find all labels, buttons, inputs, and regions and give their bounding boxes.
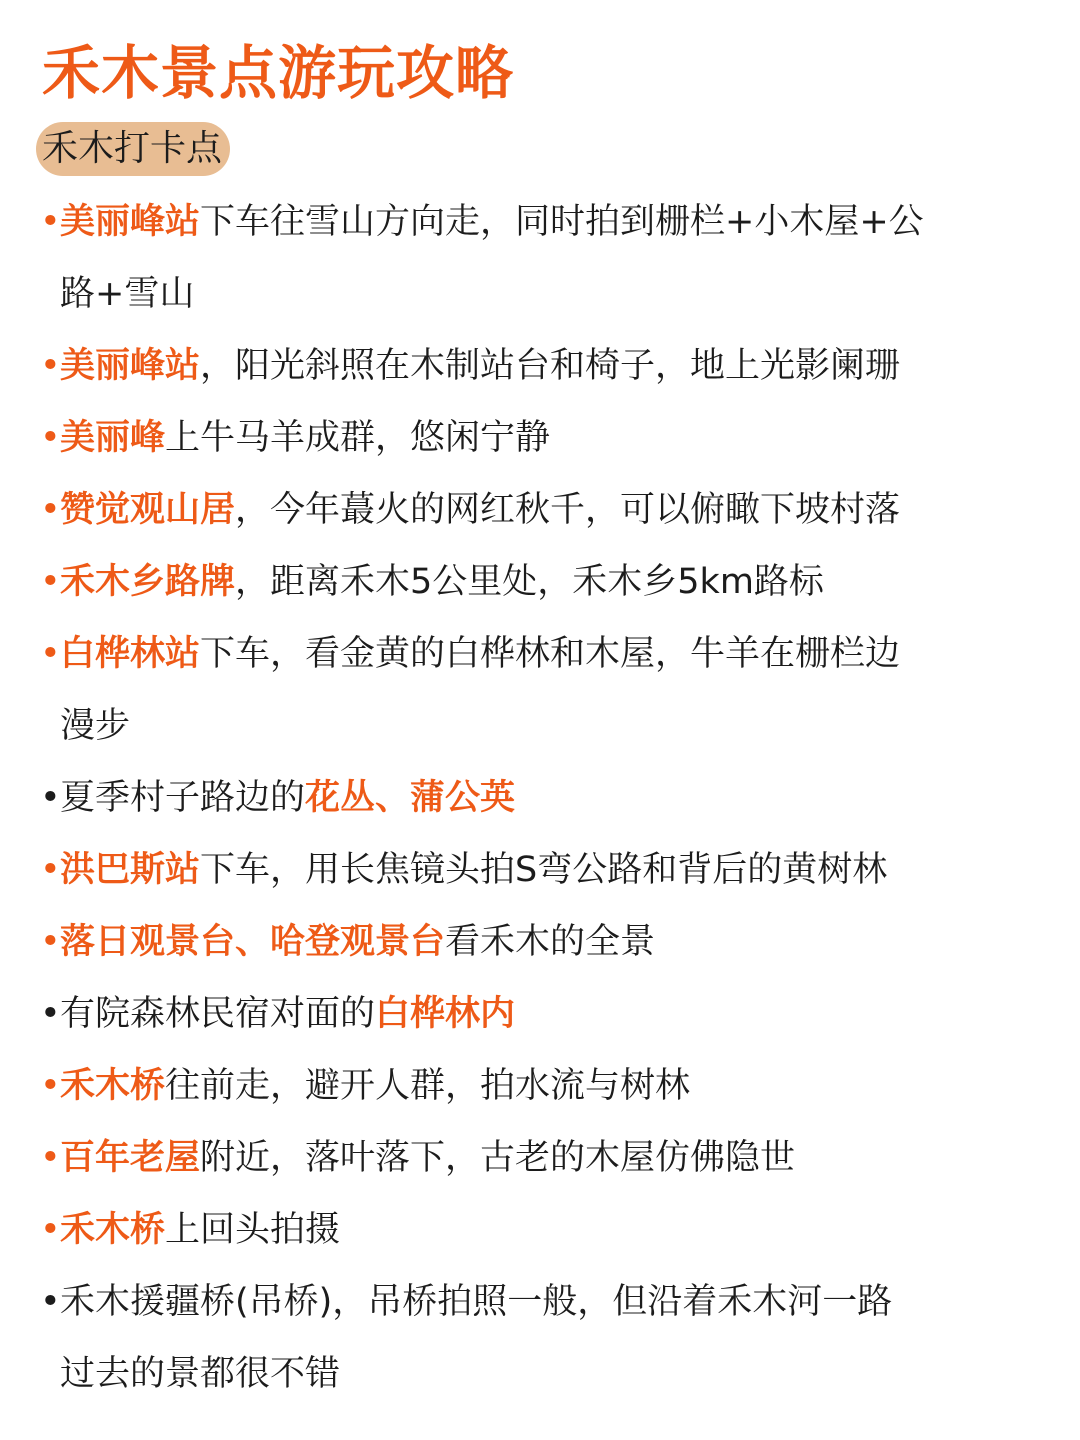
bullet-dot: •	[40, 418, 61, 458]
list-item	[40, 834, 1050, 906]
item-line	[60, 690, 1050, 762]
list-item	[40, 762, 1050, 834]
item-line	[60, 402, 1050, 474]
list-item	[40, 402, 1050, 474]
item-text: 下车，看金黄的白桦林和木屋，牛羊在栅栏边	[200, 634, 901, 674]
highlighted-spot-name: 禾木乡路牌	[60, 562, 236, 602]
list-item	[40, 546, 1050, 618]
bullet-dot: •	[40, 490, 61, 530]
item-line	[60, 258, 1050, 330]
bullet-dot: •	[40, 778, 61, 818]
bullet-dot: •	[40, 1138, 61, 1178]
item-line	[60, 1266, 1050, 1338]
list-item	[40, 186, 1050, 330]
list-item	[40, 906, 1050, 978]
highlighted-spot-name: 美丽峰	[60, 418, 166, 458]
item-text: 下车，用长焦镜头拍S弯公路和背后的黄树林	[200, 850, 888, 890]
list-item	[40, 978, 1050, 1050]
list-item	[40, 1194, 1050, 1266]
item-line	[60, 186, 1050, 258]
list-item	[40, 330, 1050, 402]
item-line	[60, 978, 1050, 1050]
item-text: 往前走，避开人群，拍水流与树林	[165, 1066, 691, 1106]
bullet-dot: •	[40, 202, 61, 242]
list-item	[40, 618, 1050, 762]
highlighted-spot-name: 禾木桥	[60, 1066, 166, 1106]
highlighted-spot-name: 白桦林站	[60, 634, 201, 674]
item-text: ，距离禾木5公里处，禾木乡5km路标	[235, 562, 824, 602]
item-text: 漫步	[60, 706, 131, 746]
item-text: 禾木援疆桥(吊桥)，吊桥拍照一般，但沿着禾木河一路	[60, 1282, 893, 1322]
item-line	[60, 618, 1050, 690]
bullet-dot: •	[40, 850, 61, 890]
spot-list	[40, 186, 1050, 1410]
highlighted-spot-name: 美丽峰站	[60, 346, 201, 386]
item-line	[60, 1194, 1050, 1266]
bullet-dot: •	[40, 922, 61, 962]
item-line	[60, 1122, 1050, 1194]
item-text: 附近，落叶落下，古老的木屋仿佛隐世	[200, 1138, 796, 1178]
item-text: 上回头拍摄	[165, 1210, 341, 1250]
highlighted-spot-name: 百年老屋	[60, 1138, 201, 1178]
bullet-dot: •	[40, 346, 61, 386]
item-text: 过去的景都很不错	[60, 1354, 341, 1394]
item-line	[60, 546, 1050, 618]
item-text: 路+雪山	[60, 274, 195, 314]
item-text: ，今年蕞火的网红秋千，可以俯瞰下坡村落	[235, 490, 901, 530]
bullet-dot: •	[40, 1282, 61, 1322]
page-title: 禾木景点游玩攻略	[42, 39, 515, 107]
bullet-dot: •	[40, 994, 61, 1034]
list-item	[40, 1122, 1050, 1194]
highlighted-spot-name: 禾木桥	[60, 1210, 166, 1250]
section-tag: 禾木打卡点	[36, 122, 230, 176]
item-text: 有院森林民宿对面的	[60, 994, 376, 1034]
bullet-dot: •	[40, 1210, 61, 1250]
item-line	[60, 1050, 1050, 1122]
item-line	[60, 330, 1050, 402]
highlighted-spot-name: 洪巴斯站	[60, 850, 201, 890]
highlighted-spot-name: 落日观景台、哈登观景台	[60, 922, 446, 962]
highlighted-spot-name: 赞觉观山居	[60, 490, 236, 530]
item-text: 下车往雪山方向走，同时拍到栅栏+小木屋+公	[200, 202, 924, 242]
item-text: 看禾木的全景	[445, 922, 656, 962]
item-line	[60, 762, 1050, 834]
bullet-dot: •	[40, 634, 61, 674]
item-text: 夏季村子路边的	[60, 778, 306, 818]
highlighted-spot-name: 花丛、蒲公英	[305, 778, 516, 818]
item-line	[60, 474, 1050, 546]
highlighted-spot-name: 美丽峰站	[60, 202, 201, 242]
item-text: ，阳光斜照在木制站台和椅子，地上光影阑珊	[200, 346, 901, 386]
item-text: 上牛马羊成群，悠闲宁静	[165, 418, 551, 458]
list-item	[40, 474, 1050, 546]
highlighted-spot-name: 白桦林内	[375, 994, 516, 1034]
list-item	[40, 1266, 1050, 1410]
list-item	[40, 1050, 1050, 1122]
item-line	[60, 834, 1050, 906]
item-line	[60, 906, 1050, 978]
bullet-dot: •	[40, 1066, 61, 1106]
item-line	[60, 1338, 1050, 1410]
bullet-dot: •	[40, 562, 61, 602]
